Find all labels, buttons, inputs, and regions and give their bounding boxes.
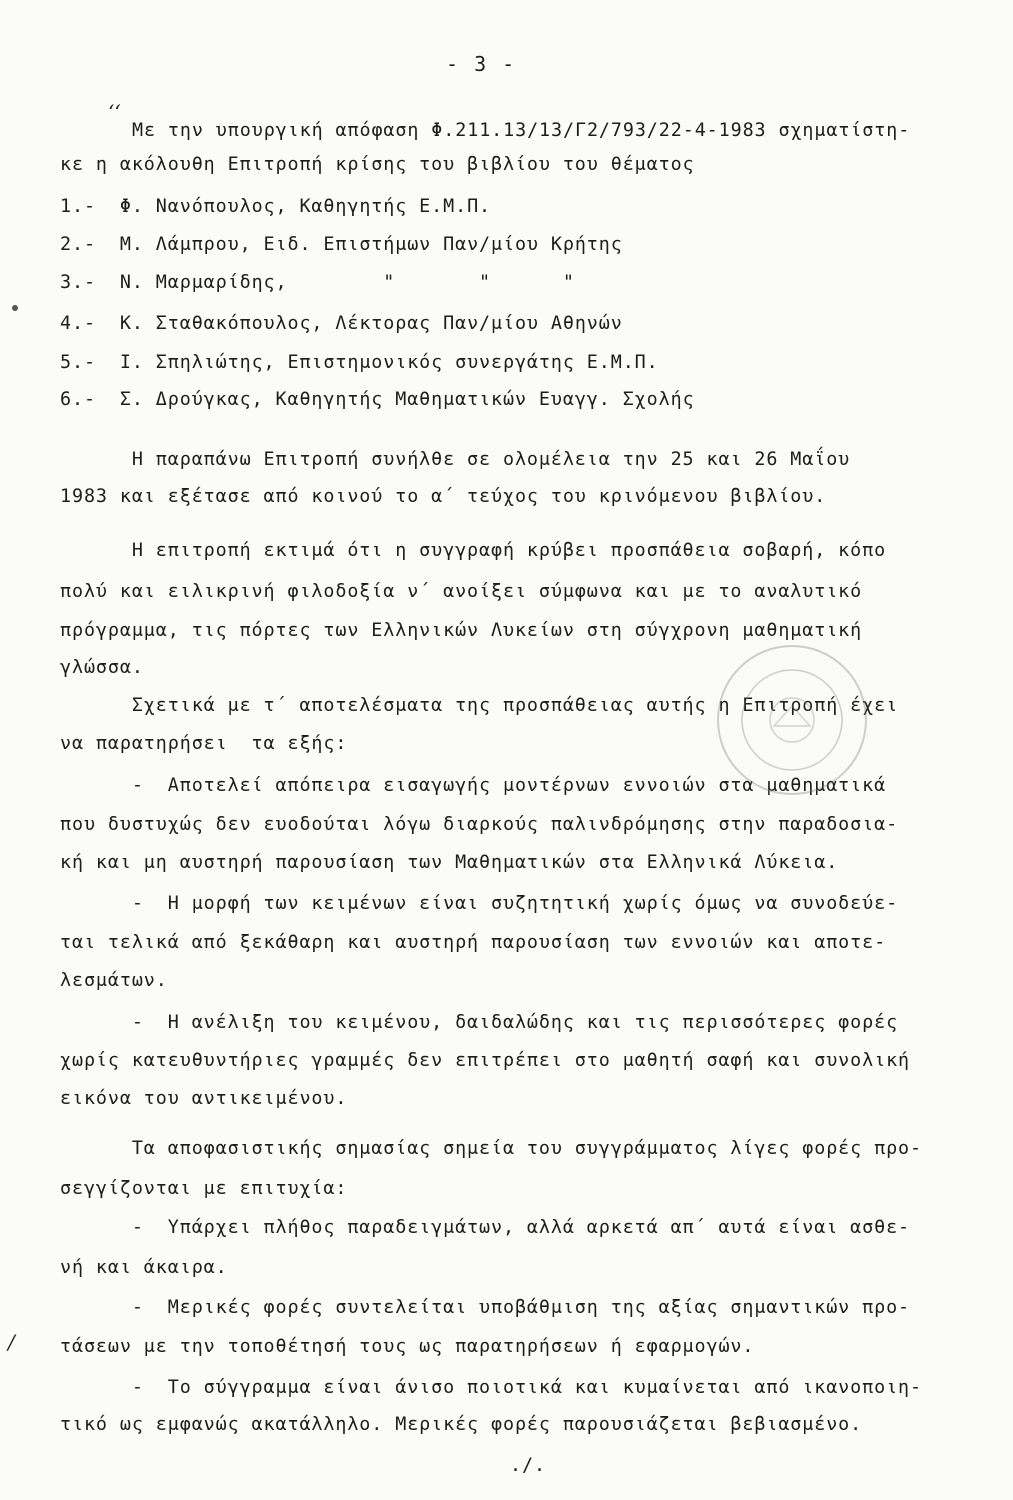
member-text: Ν. Μαρμαρίδης, " " " xyxy=(119,272,575,293)
member-number: 3.- xyxy=(60,272,96,293)
committee-member xyxy=(60,389,695,410)
body-line: - Μερικές φορές συντελείται υποβάθμιση της αξίας σημαντικών προ- xyxy=(60,1297,911,1318)
member-text: Φ. Νανόπουλος, Καθηγητής Ε.Μ.Π. xyxy=(119,196,492,217)
member-number: 2.- xyxy=(60,234,96,255)
body-line: γλώσσα. xyxy=(60,657,144,678)
punch-hole-dot xyxy=(12,305,18,311)
body-line: λεσμάτων. xyxy=(60,970,168,991)
body-line: τικό ως εμφανώς ακατάλληλο. Μερικές φορές παρουσιάζεται βεβιασμένο. xyxy=(60,1414,863,1435)
body-line: σεγγίζονται με επιτυχία: xyxy=(60,1178,348,1199)
body-line: νή και άκαιρα. xyxy=(60,1257,228,1278)
member-number: 6.- xyxy=(60,389,96,410)
committee-member xyxy=(60,313,623,334)
committee-member xyxy=(60,234,623,255)
body-line: πρόγραμμα, τις πόρτες των Ελληνικών Λυκείων στη σύγχρονη μαθηματική xyxy=(60,620,863,641)
member-text: Μ. Λάμπρου, Ειδ. Επιστήμων Παν/μίου Κρήτης xyxy=(119,234,623,255)
body-line: - Το σύγγραμμα είναι άνισο ποιοτικά και κυμαίνεται από ικανοποιη- xyxy=(60,1377,922,1398)
body-line: - Η μορφή των κειμένων είναι συζητητική χωρίς όμως να συνοδεύε- xyxy=(60,893,899,914)
member-text: Σ. Δρούγκας, Καθηγητής Μαθηματικών Ευαγγ. Σχολής xyxy=(119,389,695,410)
margin-tick-mark: / xyxy=(8,1330,15,1354)
body-line: Τα αποφασιστικής σημασίας σημεία του συγγράμματος λίγες φορές προ- xyxy=(60,1138,922,1159)
body-line: Η παραπάνω Επιτροπή συνήλθε σε ολομέλεια την 25 και 26 Μαΐου xyxy=(60,449,851,470)
body-line: πολύ και ειλικρινή φιλοδοξία ν΄ ανοίξει σύμφωνα και με το αναλυτικό xyxy=(60,581,863,602)
body-line: Η επιτροπή εκτιμά ότι η συγγραφή κρύβει προσπάθεια σοβαρή, κόπο xyxy=(60,540,887,561)
member-number: 5.- xyxy=(60,352,96,373)
handwritten-quote-mark: ʻʻ xyxy=(108,100,121,124)
body-line: 1983 και εξέτασε από κοινού το α΄ τεύχος του κρινόμενου βιβλίου. xyxy=(60,486,827,507)
body-line: - Υπάρχει πλήθος παραδειγμάτων, αλλά αρκετά απ΄ αυτά είναι ασθε- xyxy=(60,1217,911,1238)
body-line: τάσεων με την τοποθέτησή τους ως παρατηρήσεων ή εφαρμογών. xyxy=(60,1336,755,1357)
body-line: που δυστυχώς δεν ευοδούται λόγω διαρκούς παλινδρόμησης στην παραδοσια- xyxy=(60,814,899,835)
body-line: ται τελικά από ξεκάθαρη και αυστηρή παρουσίαση των εννοιών και αποτε- xyxy=(60,932,887,953)
committee-member xyxy=(60,272,575,293)
body-line: κή και μη αυστηρή παρουσίαση των Μαθηματικών στα Ελληνικά Λύκεια. xyxy=(60,852,839,873)
member-text: Ι. Σπηλιώτης, Επιστημονικός συνεργάτης Ε.Μ.Π. xyxy=(119,352,659,373)
closing-mark: ./. xyxy=(510,1455,546,1476)
body-line: εικόνα του αντικειμένου. xyxy=(60,1088,348,1109)
member-number: 1.- xyxy=(60,196,96,217)
decision-line: κε η ακόλουθη Επιτροπή κρίσης του βιβλίου του θέματος xyxy=(60,154,695,175)
member-text: Κ. Σταθακόπουλος, Λέκτορας Παν/μίου Αθηνών xyxy=(119,313,623,334)
body-line: να παρατηρήσει τα εξής: xyxy=(60,733,348,754)
body-line: - Αποτελεί απόπειρα εισαγωγής μοντέρνων εννοιών στα μαθηματικά xyxy=(60,775,887,796)
body-line: χωρίς κατευθυντήριες γραμμές δεν επιτρέπει στο μαθητή σαφή και συνολική xyxy=(60,1050,911,1071)
committee-member xyxy=(60,196,491,217)
decision-line: Με την υπουργική απόφαση Φ.211.13/13/Γ2/793/22-4-1983 σχηματίστη- xyxy=(132,120,911,141)
member-number: 4.- xyxy=(60,313,96,334)
body-line: Σχετικά με τ΄ αποτελέσματα της προσπάθειας αυτής η Επιτροπή έχει xyxy=(60,695,899,716)
page-number: - 3 - xyxy=(446,52,517,76)
body-line: - Η ανέλιξη του κειμένου, δαιδαλώδης και τις περισσότερες φορές xyxy=(60,1012,899,1033)
official-stamp xyxy=(712,640,872,800)
committee-member xyxy=(60,352,659,373)
